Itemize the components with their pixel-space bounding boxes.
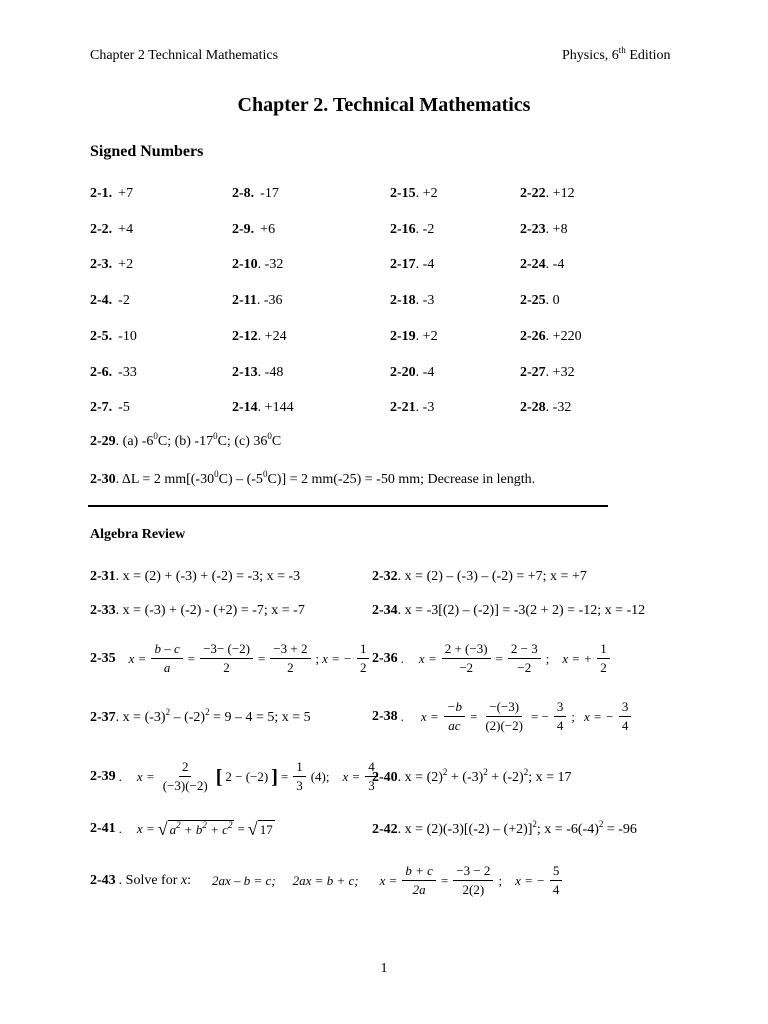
problem-answer: . -48: [257, 365, 284, 380]
problem-answer: -17: [260, 186, 279, 201]
problem-2-31: 2-31. x = (2) + (-3) + (-2) = -3; x = -3: [90, 569, 301, 584]
problem-2-42: 2-42. $x = (2)(-3)[(-2) - (+2)]^2$; $x = -6(-4)^2 = -96$: [372, 819, 637, 837]
problem-number: 2-22: [520, 186, 546, 201]
running-header-right: Physics, 6th Edition: [562, 45, 671, 63]
problem-number: 2-9.: [232, 222, 255, 237]
problem-answer: . +12: [545, 186, 575, 201]
problem-answer: . +32: [545, 365, 575, 380]
problem-answer: . -32: [257, 257, 284, 272]
running-header-left: Chapter 2 Technical Mathematics: [90, 48, 279, 63]
signed-answer-col3-7: [390, 400, 434, 416]
problem-number: 2-16: [390, 222, 416, 237]
problem-answer: . +24: [257, 329, 287, 344]
signed-answer-col1-4: [90, 293, 130, 309]
signed-answer-col4-3: [520, 257, 564, 273]
section-divider: [88, 505, 608, 507]
section-heading-signed-numbers: Signed Numbers: [90, 143, 204, 160]
problem-answer: -2: [118, 293, 130, 308]
signed-answer-col2-7: [232, 400, 294, 416]
problem-2-29: 2-29. (a) $-6^0C$; (b) $-17^0C$; (c) $36^0C$: [90, 431, 282, 449]
signed-answer-col1-1: [90, 186, 133, 202]
problem-answer: . +144: [257, 400, 294, 415]
problem-answer: -33: [118, 365, 137, 380]
problem-number: 2-1.: [90, 186, 113, 201]
signed-answer-col1-7: [90, 400, 130, 416]
problem-answer: . -2: [415, 222, 435, 237]
problem-answer: . -32: [545, 400, 572, 415]
signed-answer-col2-5: [232, 329, 287, 345]
signed-answer-col2-2: [232, 222, 275, 238]
problem-number: 2-2.: [90, 222, 113, 237]
problem-2-38: 2-38 . x = $\frac{-b}{ac}$ = $\frac{-(-3)}{(2)(-2)}$ = − $\frac{3}{4}$ ; x = − $\frac{3}{4}$: [372, 698, 633, 735]
problem-answer: +2: [118, 257, 134, 272]
signed-answer-col2-4: [232, 293, 283, 309]
problem-answer: +4: [118, 222, 134, 237]
problem-number: 2-13: [232, 365, 258, 380]
signed-answer-col3-1: [390, 186, 438, 202]
problem-answer: . 0: [545, 293, 560, 308]
problem-number: 2-25: [520, 293, 546, 308]
problem-answer: -5: [118, 400, 130, 415]
problem-number: 2-8.: [232, 186, 255, 201]
problem-answer: . -3: [415, 400, 435, 415]
problem-2-41: 2-41 . x = √ $a^2 + b^2 + c^2$ = √ 17: [90, 819, 273, 839]
problem-2-30: 2-30. ΔL = 2 $mm[(-30^0C) - (-5^0C)] = 2$ mm(-25) = -50 mm; Decrease in length.: [90, 469, 536, 487]
problem-number: 2-3.: [90, 257, 113, 272]
signed-answer-col3-6: [390, 365, 434, 381]
signed-answer-col3-4: [390, 293, 434, 309]
problem-2-33: 2-33. x = (-3) + (-2) - (+2) = -7; x = -7: [90, 603, 305, 618]
problem-2-35: 2-35 x = $\frac{b - c}{a}$ = $\frac{-3- (-2)}{2}$ = $\frac{-3 + 2}{2}$ ; x = − $\frac{1}{2}$: [90, 640, 371, 677]
problem-number: 2-4.: [90, 293, 113, 308]
problem-number: 2-20: [390, 365, 416, 380]
signed-answer-col2-6: [232, 365, 283, 381]
signed-answer-col1-5: [90, 329, 137, 345]
problem-number: 2-5.: [90, 329, 113, 344]
problem-number: 2-18: [390, 293, 416, 308]
section-heading-algebra-review: Algebra Review: [90, 527, 186, 542]
problem-answer: . -4: [545, 257, 565, 272]
problem-answer: . -36: [256, 293, 283, 308]
signed-answer-col3-5: [390, 329, 438, 345]
problem-number: 2-6.: [90, 365, 113, 380]
problem-2-32: 2-32. x = (2) – (-3) – (-2) = +7; x = +7: [372, 569, 587, 584]
problem-number: 2-26: [520, 329, 546, 344]
problem-number: 2-10: [232, 257, 258, 272]
problem-number: 2-7.: [90, 400, 113, 415]
problem-number: 2-11: [232, 293, 257, 308]
problem-number: 2-14: [232, 400, 258, 415]
problem-number: 2-21: [390, 400, 416, 415]
problem-answer: . -4: [415, 365, 435, 380]
problem-number: 2-23: [520, 222, 546, 237]
problem-number: 2-15: [390, 186, 416, 201]
signed-answer-col3-3: [390, 257, 434, 273]
signed-answer-col4-1: [520, 186, 575, 202]
problem-2-37: 2-37. $x = (-3)^2 - (-2)^2 = 9 - 4 = 5$; x = 5: [90, 707, 311, 725]
problem-answer: +6: [260, 222, 276, 237]
problem-number: 2-17: [390, 257, 416, 272]
problem-answer: -10: [118, 329, 137, 344]
signed-answer-col1-3: [90, 257, 133, 273]
signed-answer-col3-2: [390, 222, 434, 238]
signed-answer-col2-1: [232, 186, 279, 202]
problem-number: 2-28: [520, 400, 546, 415]
signed-answer-col1-2: [90, 222, 133, 238]
signed-answer-col4-5: [520, 329, 582, 345]
signed-answer-col4-2: [520, 222, 568, 238]
signed-answer-col2-3: [232, 257, 283, 273]
problem-2-40: 2-40. $x = (2)^2 + (-3)^2 + (-2)^2$; x = 17: [372, 767, 572, 785]
problem-number: 2-24: [520, 257, 546, 272]
problem-answer: . +2: [415, 186, 438, 201]
problem-answer: . +2: [415, 329, 438, 344]
problem-number: 2-12: [232, 329, 258, 344]
problem-answer: . -4: [415, 257, 435, 272]
problem-2-34: 2-34. x = -3[(2) – (-2)] = -3(2 + 2) = -12; x = -12: [372, 603, 646, 618]
signed-answer-col4-7: [520, 400, 571, 416]
problem-2-43: 2-43 . Solve for x: 2ax – b = c; 2ax = b + c; x = $\frac{b + c}{2a}$ = $\frac{-3 - 2}{2(2)}$ ; x = − $\frac{5}{4}$: [90, 862, 564, 899]
problem-answer: . +220: [545, 329, 582, 344]
signed-answer-col4-4: [520, 293, 560, 309]
problem-2-36: 2-36 . x = $\frac{2 + (-3)}{-2}$ = $\frac{2 - 3}{-2}$ ; x = + $\frac{1}{2}$: [372, 640, 612, 677]
signed-answer-col4-6: [520, 365, 575, 381]
page-title: Chapter 2. Technical Mathematics: [237, 94, 531, 116]
page-number: 1: [380, 961, 388, 976]
problem-2-39: 2-39 . x = $\frac{2}{(-3)(-2)}$ [ 2 − (−2) ] = $\frac{1}{3}$ (4); x = $\frac{4}{3}$: [90, 758, 380, 795]
signed-answer-col1-6: [90, 365, 137, 381]
problem-number: 2-19: [390, 329, 416, 344]
problem-number: 2-27: [520, 365, 546, 380]
problem-answer: . +8: [545, 222, 568, 237]
problem-answer: . -3: [415, 293, 435, 308]
problem-answer: +7: [118, 186, 134, 201]
